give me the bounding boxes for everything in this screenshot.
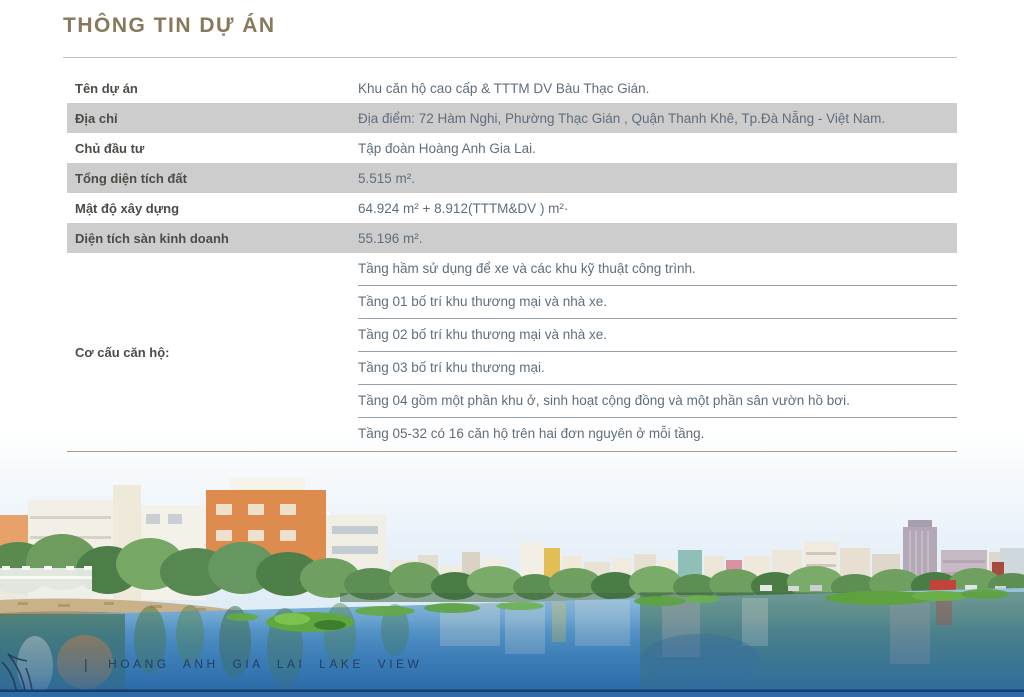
park-fence: [0, 566, 92, 602]
row-label: Diện tích sàn kinh doanh: [75, 230, 229, 246]
section-item: Tầng 01 bố trí khu thương mại và nhà xe.: [358, 286, 957, 319]
row-label: Tên dự án: [75, 80, 138, 96]
row-value: Địa điểm: 72 Hàm Nghi, Phường Thạc Gián , Quận Thanh Khê, Tp.Đà Nẵng - Việt Nam.: [358, 110, 886, 126]
row-label: Chủ đầu tư: [75, 140, 145, 156]
title-underline: [63, 57, 957, 58]
section-item: Tầng 04 gồm một phần khu ở, sinh hoạt cộng đồng và một phần sân vườn hồ bơi.: [358, 385, 957, 418]
row-value: Khu căn hộ cao cấp & TTTM DV Bàu Thạc Gián.: [358, 80, 650, 96]
caption-text: HOANG ANH GIA LAI LAKE VIEW: [108, 657, 423, 671]
photo-bottom-edge: [0, 690, 1024, 697]
table-row: [67, 163, 957, 193]
apartment-structure-section: [67, 253, 957, 452]
section-item: Tầng 05-32 có 16 căn hộ trên hai đơn nguyên ở mỗi tầng.: [358, 426, 705, 441]
project-info-table: [67, 73, 957, 452]
row-value: 64.924 m² + 8.912(TTTM&DV ) m²·: [358, 200, 569, 216]
row-label: Mật độ xây dựng: [75, 200, 180, 216]
photo-caption: [84, 656, 422, 672]
table-row: [67, 223, 957, 253]
table-row: [67, 193, 957, 223]
info-rows: [67, 73, 957, 253]
row-value: 5.515 m².: [358, 170, 416, 186]
section-items: [358, 253, 957, 451]
row-label: Địa chỉ: [75, 110, 118, 126]
section-item: Tầng 02 bố trí khu thương mại và nhà xe.: [358, 319, 957, 352]
section-item: Tầng hầm sử dụng để xe và các khu kỹ thuật công trình.: [358, 253, 957, 286]
table-row: [67, 103, 957, 133]
page-title: THÔNG TIN DỰ ÁN: [63, 14, 276, 37]
caption-bar: |: [84, 656, 92, 672]
section-label: Cơ cấu căn hộ:: [75, 344, 170, 360]
table-row: [67, 73, 957, 103]
row-label: Tổng diện tích đất: [75, 170, 187, 186]
row-value: Tập đoàn Hoàng Anh Gia Lai.: [358, 140, 536, 156]
section-item: Tầng 03 bố trí khu thương mại.: [358, 352, 957, 385]
table-row: [67, 133, 957, 163]
row-value: 55.196 m².: [358, 230, 423, 246]
